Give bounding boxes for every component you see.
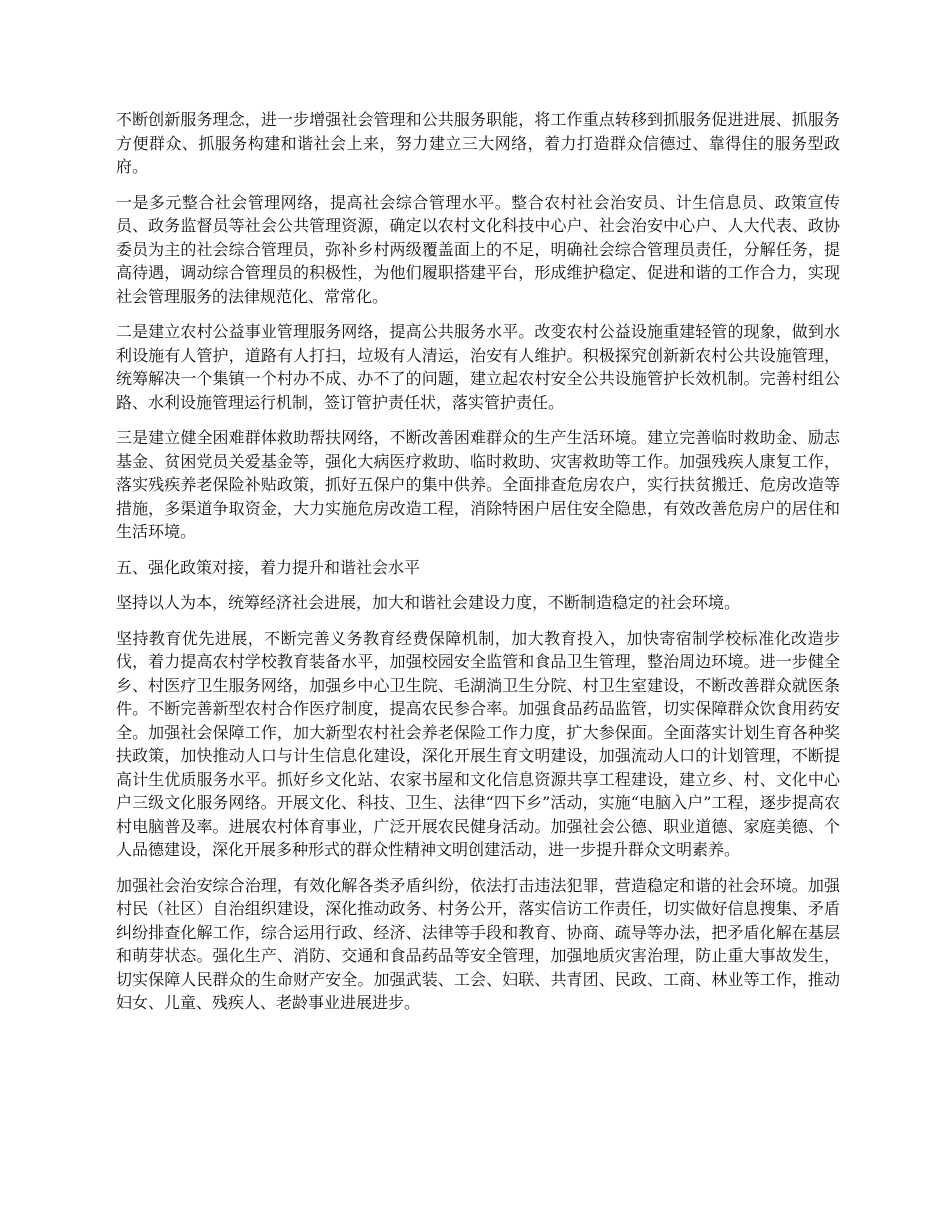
paragraph-education-priority: 坚持教育优先进展，不断完善义务教育经费保障机制，加大教育投入，加快寄宿制学校标准化改造步伐，着力提高农村学校教育装备水平，加强校园安全监管和食品卫生管理，整治周边环境。进一步健全乡、村医疗卫生服务网络，加强乡中心卫生院、毛湖淌卫生分院、村卫生室建设，不断改善群众就医条件。不断完善新型农村合作医疗制度，提高农民参合率。加强食品药品监管，切实保障群众饮食用药安全。加强社会保障工作，加大新型农村社会养老保险工作力度，扩大参保面。全面落实计划生育各种奖扶政策，加快推动人口与计生信息化建设，深化开展生育文明建设，加强流动人口的计划管理，不断提高计生优质服务水平。抓好乡文化站、农家书屋和文化信息资源共享工程建设，建立乡、村、文化中心户三级文化服务网络。开展文化、科技、卫生、法律“四下乡”活动，实施“电脑入户”工程，逐步提高农村电脑普及率。进展农村体育事业，广泛开展农民健身活动。加强社会公德、职业道德、家庭美德、个人品德建设，深化开展多种形式的群众性精神文明创建活动，进一步提升群众文明素养。 — [116, 628, 840, 859]
paragraph-social-management-network: 一是多元整合社会管理网络，提高社会综合管理水平。整合农村社会治安员、计生信息员、政策宣传员、政务监督员等社会公共管理资源，确定以农村文化科技中心户、社会治安中心户、人大代表、政协委员为主的社会综合管理员，弥补乡村两级覆盖面上的不足，明确社会综合管理员责任，分解任务，提高待遇，调动综合管理员的积极性，为他们履职搭建平台，形成维护稳定、促进和谐的工作合力，实现社会管理服务的法律规范化、常常化。 — [116, 192, 840, 306]
paragraph-public-security: 加强社会治安综合治理，有效化解各类矛盾纠纷，依法打击违法犯罪，营造稳定和谐的社会环境。加强村民（社区）自治组织建设，深化推动政务、村务公开，落实信访工作责任，切实做好信息搜集、矛盾纠纷排查化解工作，综合运用行政、经济、法律等手段和教育、协商、疏导等办法，把矛盾化解在基层和萌芽状态。强化生产、消防、交通和食品药品等安全管理，加强地质灾害治理，防止重大事故发生，切实保障人民群众的生命财产安全。加强武装、工会、妇联、共青团、民政、工商、林业等工作，推动妇女、儿童、残疾人、老龄事业进展进步。 — [116, 875, 840, 1012]
paragraph-people-oriented: 坚持以人为本，统筹经济社会进展，加大和谐社会建设力度，不断制造稳定的社会环境。 — [116, 593, 741, 612]
paragraph-public-welfare-network: 二是建立农村公益事业管理服务网络，提高公共服务水平。改变农村公益设施重建轻管的现象，做到水利设施有人管护，道路有人打扫，垃圾有人清运，治安有人维护。积极探究创新新农村公共设施管理，统筹解决一个集镇一个村办不成、办不了的问题，建立起农村安全公共设施管护长效机制。完善村组公路、水利设施管理运行机制，签订管护责任状，落实管护责任。 — [116, 322, 840, 412]
paragraph-service-concept: 不断创新服务理念，进一步增强社会管理和公共服务职能，将工作重点转移到抓服务促进进展、抓服务方便群众、抓服务构建和谐社会上来，努力建立三大网络，着力打造群众信德过、靠得住的服务型政府。 — [116, 110, 840, 176]
document-body — [116, 108, 840, 1027]
paragraph-assistance-network: 三是建立健全困难群体救助帮扶网络，不断改善困难群众的生产生活环境。建立完善临时救助金、励志基金、贫困党员关爱基金等，强化大病医疗救助、临时救助、灾害救助等工作。加强残疾人康复工作，落实残疾养老保险补贴政策，抓好五保户的集中供养。全面排查危房农户，实行扶贫搬迁、危房改造等措施，多渠道争取资金，大力实施危房改造工程，消除特困户居住安全隐患，有效改善危房户的居住和生活环境。 — [116, 428, 840, 541]
section-heading-five: 五、强化政策对接，着力提升和谐社会水平 — [116, 557, 421, 577]
